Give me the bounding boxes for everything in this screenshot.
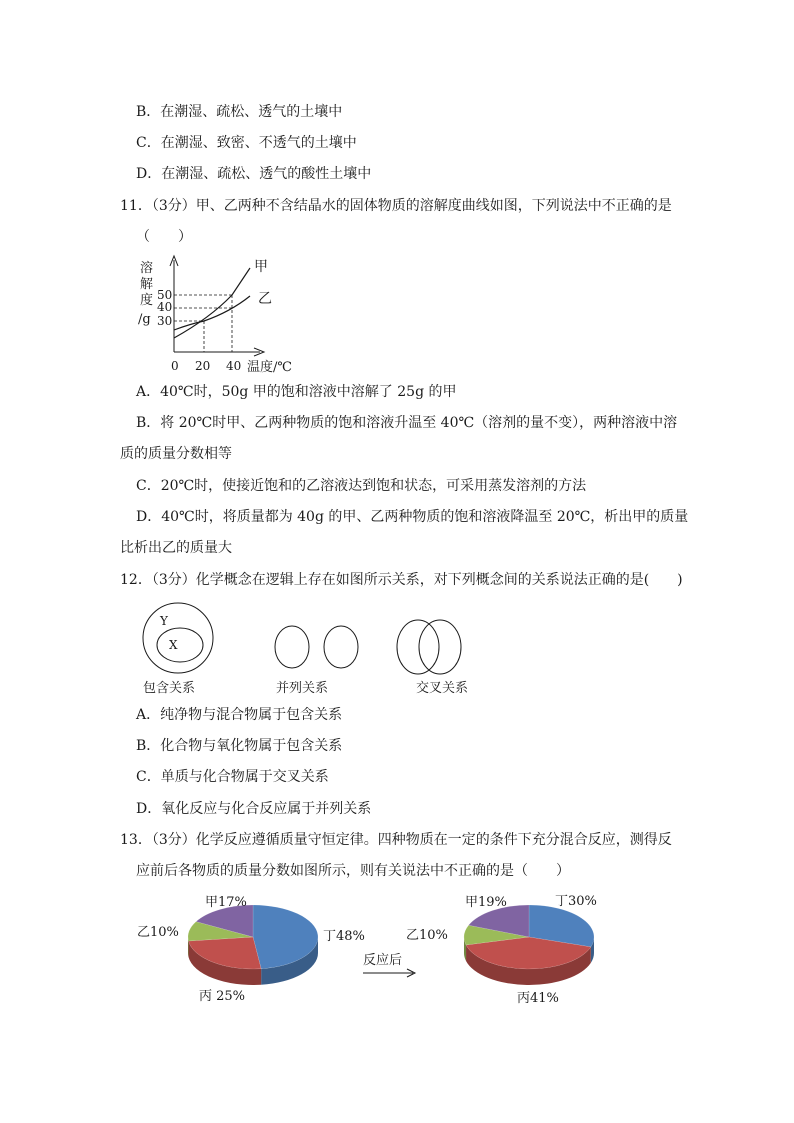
circle-inner-x <box>157 628 203 662</box>
q11-option-b-line2: 质的质量分数相等 <box>120 446 232 462</box>
pie-2 <box>464 905 594 985</box>
q10-option-d: D．在潮湿、疏松、透气的酸性土壤中 <box>136 166 372 182</box>
graph-y-tick-30: 30 <box>157 314 173 328</box>
pie2-label-ding: 丁30% <box>555 894 597 909</box>
curve-label-yi: 乙 <box>258 291 272 307</box>
curve-jia <box>174 268 250 338</box>
pie1-label-bing: 丙 25% <box>199 989 246 1004</box>
graph-y-label-2: 解 <box>140 277 154 292</box>
q12-option-c: C．单质与化合物属于交叉关系 <box>136 769 329 785</box>
graph-y-label-3: 度 <box>140 293 154 308</box>
graph-y-tick-40: 40 <box>157 300 173 314</box>
circle-cross-1 <box>397 620 439 674</box>
graph-y-label-1: 溶 <box>140 261 154 276</box>
circle-cross-2 <box>419 620 461 674</box>
q11-option-b-line1: B．将 20℃时甲、乙两种物质的饱和溶液升温至 40℃（溶剂的量不变），两种溶液中溶 <box>136 415 678 431</box>
q12-option-d: D．氧化反应与化合反应属于并列关系 <box>136 801 372 817</box>
q11-option-d-line2: 比析出乙的质量大 <box>120 540 232 556</box>
pie2-label-jia: 甲19% <box>465 895 507 910</box>
pie2-label-bing: 丙41% <box>517 991 559 1006</box>
circle-outer-y <box>143 603 213 673</box>
q13-stem-line2: 应前后各物质的质量分数如图所示，则有关说法中不正确的是（ ） <box>136 863 570 879</box>
solubility-graph <box>130 252 300 377</box>
concept-relation-diagram <box>130 600 490 700</box>
label-y: Y <box>160 614 168 628</box>
graph-y-label-4: /g <box>138 312 151 327</box>
graph-x-label: 温度/℃ <box>247 360 292 375</box>
mass-fraction-pie-charts <box>125 885 625 1010</box>
label-contain: 包含关系 <box>143 681 196 696</box>
pie1-label-ding: 丁48% <box>323 929 365 944</box>
pie2-label-yi: 乙10% <box>406 928 448 943</box>
q12-option-b: B．化合物与氧化物属于包含关系 <box>136 738 343 754</box>
q10-option-c: C．在潮湿、致密、不透气的土壤中 <box>136 135 357 151</box>
curve-label-jia: 甲 <box>254 259 268 275</box>
arrow-label: 反应后 <box>363 953 403 968</box>
pie-1 <box>188 905 318 985</box>
q11-option-c: C．20℃时，使接近饱和的乙溶液达到饱和状态，可采用蒸发溶剂的方法 <box>136 478 587 494</box>
pie1-label-jia: 甲17% <box>205 895 247 910</box>
label-cross: 交叉关系 <box>416 681 469 696</box>
q11-paren: （ ） <box>136 229 192 245</box>
graph-y-tick-50: 50 <box>157 288 173 302</box>
q10-option-b: B．在潮湿、疏松、透气的土壤中 <box>136 104 343 120</box>
label-x: X <box>169 638 178 652</box>
q11-stem: 11．（3分）甲、乙两种不含结晶水的固体物质的溶解度曲线如图，下列说法中不正确的是 <box>120 198 672 214</box>
circle-parallel-2 <box>324 626 358 668</box>
graph-x-tick-40: 40 <box>226 359 242 373</box>
q11-option-a: A．40℃时，50g 甲的饱和溶液中溶解了 25g 的甲 <box>136 384 457 400</box>
q12-stem: 12．（3分）化学概念在逻辑上存在如图所示关系，对下列概念间的关系说法正确的是( ) <box>120 572 683 588</box>
graph-x-tick-20: 20 <box>195 359 211 373</box>
circle-parallel-1 <box>275 626 309 668</box>
label-parallel: 并列关系 <box>276 681 329 696</box>
pie1-label-yi: 乙10% <box>137 925 179 940</box>
q13-stem-line1: 13．（3分）化学反应遵循质量守恒定律。四种物质在一定的条件下充分混合反应，测得反 <box>120 832 672 848</box>
q11-option-d-line1: D．40℃时，将质量都为 40g 的甲、乙两种物质的饱和溶液降温至 20℃，析出甲的质量 <box>136 509 689 525</box>
q12-option-a: A．纯净物与混合物属于包含关系 <box>136 707 343 723</box>
graph-x-tick-0: 0 <box>171 359 179 373</box>
